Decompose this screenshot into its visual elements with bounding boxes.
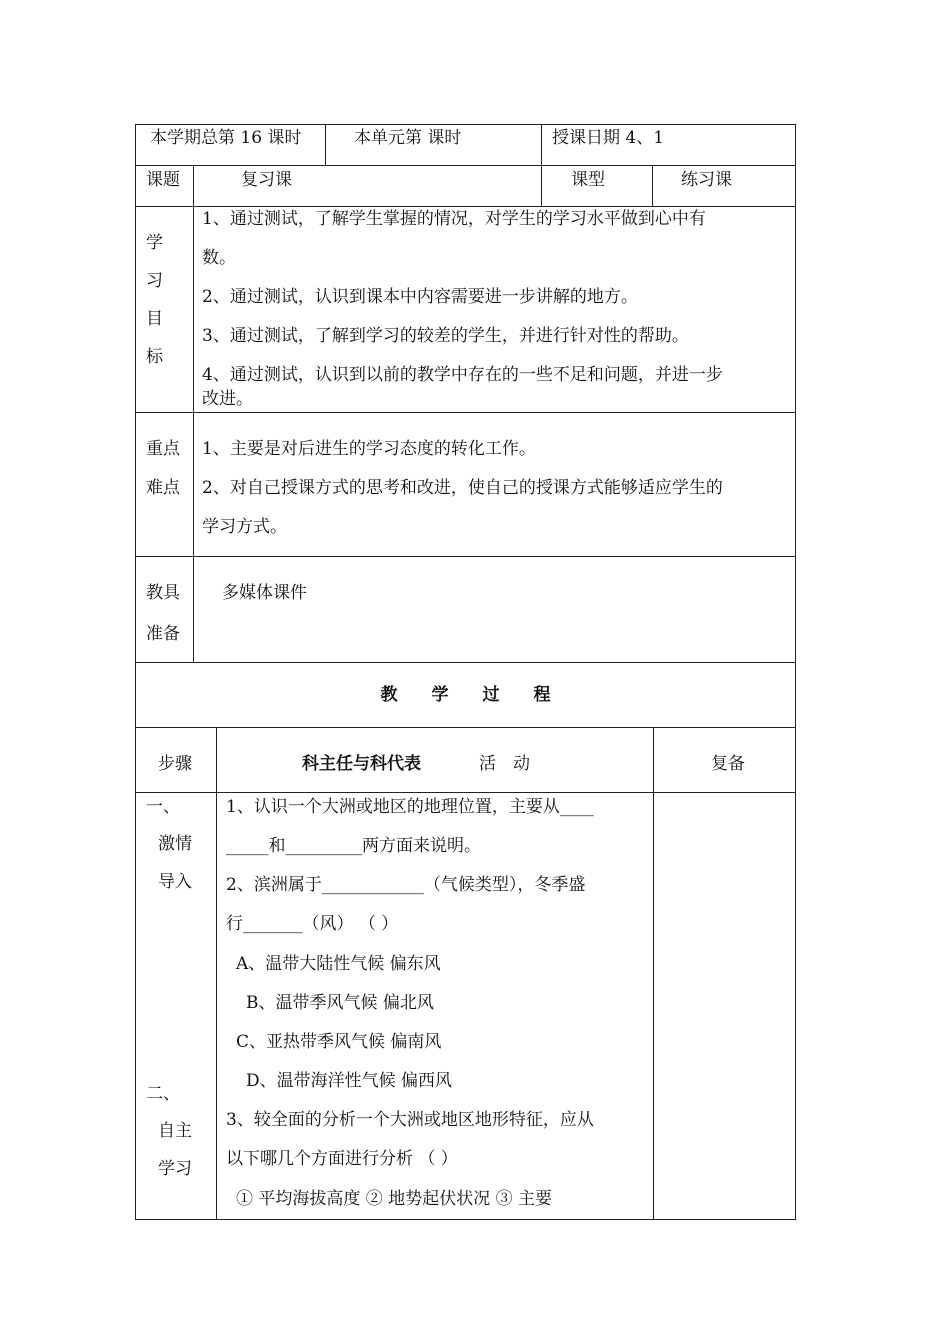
process-title: 教 学 过 程 <box>380 685 551 705</box>
activity-line: 1、认识一个大洲或地区的地理位置，主要从____ <box>226 797 594 817</box>
goal-line: 数。 <box>202 248 236 268</box>
keypoints-row <box>135 412 796 556</box>
option-a: A、温带大陆性气候 偏东风 <box>236 954 441 974</box>
activity-header: 活 动 <box>479 754 530 774</box>
divider <box>653 728 654 792</box>
tools-label-2: 准备 <box>146 624 180 644</box>
goal-line: 1、通过测试，了解学生掌握的情况，对学生的学习水平做到心中有 <box>202 209 706 229</box>
goals-label-2: 习 <box>146 271 163 291</box>
activity-line: 以下哪几个方面进行分析 （ ） <box>226 1149 458 1169</box>
lesson-date: 授课日期 4、1 <box>552 128 665 148</box>
activity-line: ① 平均海拔高度 ② 地势起伏状况 ③ 主要 <box>236 1189 553 1209</box>
step2-label-1: 自主 <box>158 1121 192 1141</box>
activity-line: _____和_________两方面来说明。 <box>226 836 481 856</box>
type-value: 练习课 <box>681 170 732 190</box>
divider <box>193 413 194 556</box>
step2-number: 二、 <box>146 1084 180 1104</box>
topic-value: 复习课 <box>241 170 292 190</box>
content-row <box>135 792 796 1220</box>
header-row <box>135 124 796 165</box>
goal-line: 4、通过测试，认识到以前的教学中存在的一些不足和问题，并进一步 <box>202 365 723 385</box>
activity-line: 2、滨洲属于____________（气候类型），冬季盛 <box>226 875 586 895</box>
keypoints-label-1: 重点 <box>146 439 180 459</box>
divider <box>653 793 654 1219</box>
activity-line: 行_______（风） （ ） <box>226 914 399 934</box>
keypoint-line: 学习方式。 <box>202 517 287 537</box>
step1-label-1: 激情 <box>158 834 192 854</box>
keypoints-label-2: 难点 <box>146 478 180 498</box>
goal-line: 改进。 <box>202 389 253 409</box>
goal-line: 2、通过测试，认识到课本中内容需要进一步讲解的地方。 <box>202 287 638 307</box>
divider <box>193 207 194 412</box>
goal-line: 3、通过测试，了解到学习的较差的学生，并进行针对性的帮助。 <box>202 326 689 346</box>
keypoint-line: 1、主要是对后进生的学习态度的转化工作。 <box>202 439 536 459</box>
activity-line: 3、较全面的分析一个大洲或地区地形特征，应从 <box>226 1110 594 1130</box>
tools-label-1: 教具 <box>146 583 180 603</box>
lesson-plan-table <box>135 124 796 1220</box>
option-d: D、温带海洋性气候 偏西风 <box>246 1071 453 1091</box>
topic-row <box>135 165 796 206</box>
topic-label: 课题 <box>146 170 180 190</box>
tools-value: 多媒体课件 <box>222 583 307 603</box>
divider <box>652 166 653 206</box>
divider <box>216 793 217 1219</box>
process-title-row <box>135 662 796 727</box>
step1-label-2: 导入 <box>158 872 192 892</box>
column-header-row <box>135 727 796 792</box>
divider <box>193 166 194 206</box>
divider <box>541 166 542 206</box>
steps-header: 步骤 <box>158 754 192 774</box>
goals-label-4: 标 <box>146 347 163 367</box>
divider <box>216 728 217 792</box>
option-b: B、温带季风气候 偏北风 <box>246 993 434 1013</box>
goals-row <box>135 206 796 412</box>
tools-row <box>135 556 796 662</box>
option-c: C、亚热带季风气候 偏南风 <box>236 1032 442 1052</box>
type-label: 课型 <box>571 170 605 190</box>
divider <box>325 125 326 165</box>
keypoint-line: 2、对自己授课方式的思考和改进，使自己的授课方式能够适应学生的 <box>202 478 723 498</box>
total-lessons: 本学期总第 16 课时 <box>150 128 302 148</box>
divider <box>193 557 194 662</box>
activity-header-bold: 科主任与科代表 <box>302 754 421 774</box>
step2-label-2: 学习 <box>158 1159 192 1179</box>
goals-label-3: 目 <box>146 309 163 329</box>
unit-lessons: 本单元第 课时 <box>354 128 462 148</box>
step1-number: 一、 <box>146 797 180 817</box>
divider <box>541 125 542 165</box>
goals-label-1: 学 <box>146 233 163 253</box>
notes-header: 复备 <box>711 754 745 774</box>
